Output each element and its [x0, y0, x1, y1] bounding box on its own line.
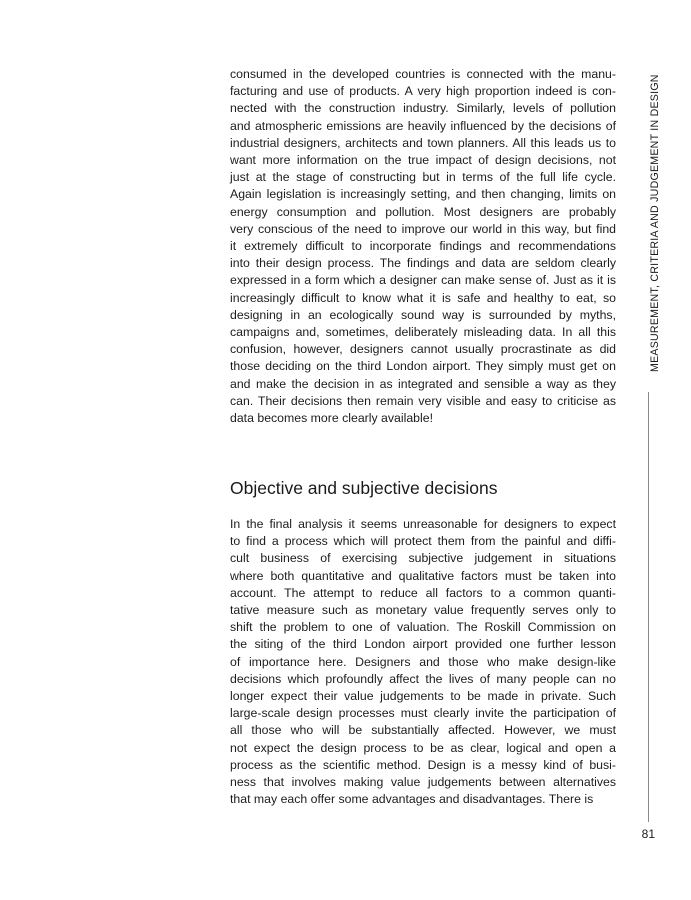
running-head: MEASUREMENT, CRITERIA AND JUDGEMENT IN DESIGN	[649, 74, 661, 372]
paragraph-2-line: large-scale design processes must clearly invite the participation of	[230, 706, 616, 721]
paragraph-1-line: energy consumption and pollution. Most designers are probably	[230, 204, 616, 219]
paragraph-1-line: just at the stage of constructing but in terms of the full life cycle.	[230, 170, 616, 185]
paragraph-2-line: decisions which profoundly affect the lives of many people can no	[230, 671, 616, 686]
paragraph-2-line: not expect the design process to be as clear, logical and open a	[230, 740, 616, 755]
paragraph-1-line: into their design process. The findings and data are seldom clearly	[230, 256, 616, 271]
paragraph-1-line: facturing and use of products. A very high proportion indeed is con-	[230, 84, 616, 99]
paragraph-1-line: can. Their decisions then remain very visible and easy to criticise as	[230, 393, 616, 408]
paragraph-2-line: process as the scientific method. Design is a messy kind of busi-	[230, 757, 616, 772]
paragraph-1-line: very conscious of the need to improve our world in this way, but find	[230, 221, 616, 236]
paragraph-1-line: industrial designers, architects and town planners. All this leads us to	[230, 135, 616, 150]
paragraph-2-line: of importance here. Designers and those who make design-like	[230, 654, 616, 669]
paragraph-1-line: those deciding on the third London airport. They simply must get on	[230, 359, 616, 374]
paragraph-2-line: tative measure such as monetary value frequently serves only to	[230, 603, 616, 618]
paragraph-1-line: nected with the construction industry. Similarly, levels of pollution	[230, 101, 616, 116]
paragraph-2-line: cult business of exercising subjective judgement in situations	[230, 551, 616, 566]
paragraph-1-line: increasingly difficult to know what it is safe and healthy to eat, so	[230, 290, 616, 305]
paragraph-1-line: data becomes more clearly available!	[230, 411, 434, 426]
paragraph-2-line: shift the problem to one of valuation. The Roskill Commission on	[230, 620, 616, 635]
paragraph-2-line: the siting of the third London airport provided one further lesson	[230, 637, 616, 652]
body-paragraph-1	[230, 66, 616, 427]
paragraph-1-line: consumed in the developed countries is connected with the manu-	[230, 67, 616, 81]
paragraph-2-line: all those who will be substantially affected. However, we must	[230, 723, 616, 738]
paragraph-2-line: longer expect their value judgements to be made in private. Such	[230, 689, 616, 704]
paragraph-1-line: Again legislation is increasingly setting, and then changing, limits on	[230, 187, 616, 202]
paragraph-1-line: campaigns and, sometimes, deliberately misleading data. In all this	[230, 325, 616, 340]
paragraph-1-line: want more information on the true impact of design decisions, not	[230, 153, 616, 168]
paragraph-1-line: it extremely difficult to incorporate findings and recommendations	[230, 239, 616, 254]
paragraph-1-line: confusion, however, designers cannot usually procrastinate as did	[230, 342, 616, 357]
paragraph-1-line: and make the decision in as integrated and sensible a way as they	[230, 376, 616, 391]
page-number: 81	[641, 827, 655, 841]
paragraph-2-line: In the final analysis it seems unreasonable for designers to expect	[230, 517, 616, 531]
section-heading: Objective and subjective decisions	[230, 478, 498, 498]
body-paragraph-2	[230, 516, 616, 808]
margin-rule	[648, 392, 649, 822]
paragraph-1-line: expressed in a form which a designer can make sense of. Just as it is	[230, 273, 616, 288]
paragraph-2-line: ness that involves making value judgements between alternatives	[230, 775, 616, 790]
paragraph-2-line: to find a process which will protect them from the painful and diffi-	[230, 534, 616, 549]
paragraph-2-line: account. The attempt to reduce all factors to a common quanti-	[230, 585, 616, 600]
paragraph-2-line: where both quantitative and qualitative factors must be taken into	[230, 568, 616, 583]
paragraph-1-line: and atmospheric emissions are heavily influenced by the decisions of	[230, 118, 616, 133]
paragraph-2-line: that may each offer some advantages and disadvantages. There is	[230, 792, 594, 807]
paragraph-1-line: designing in an ecologically sound way is surrounded by myths,	[230, 307, 616, 322]
